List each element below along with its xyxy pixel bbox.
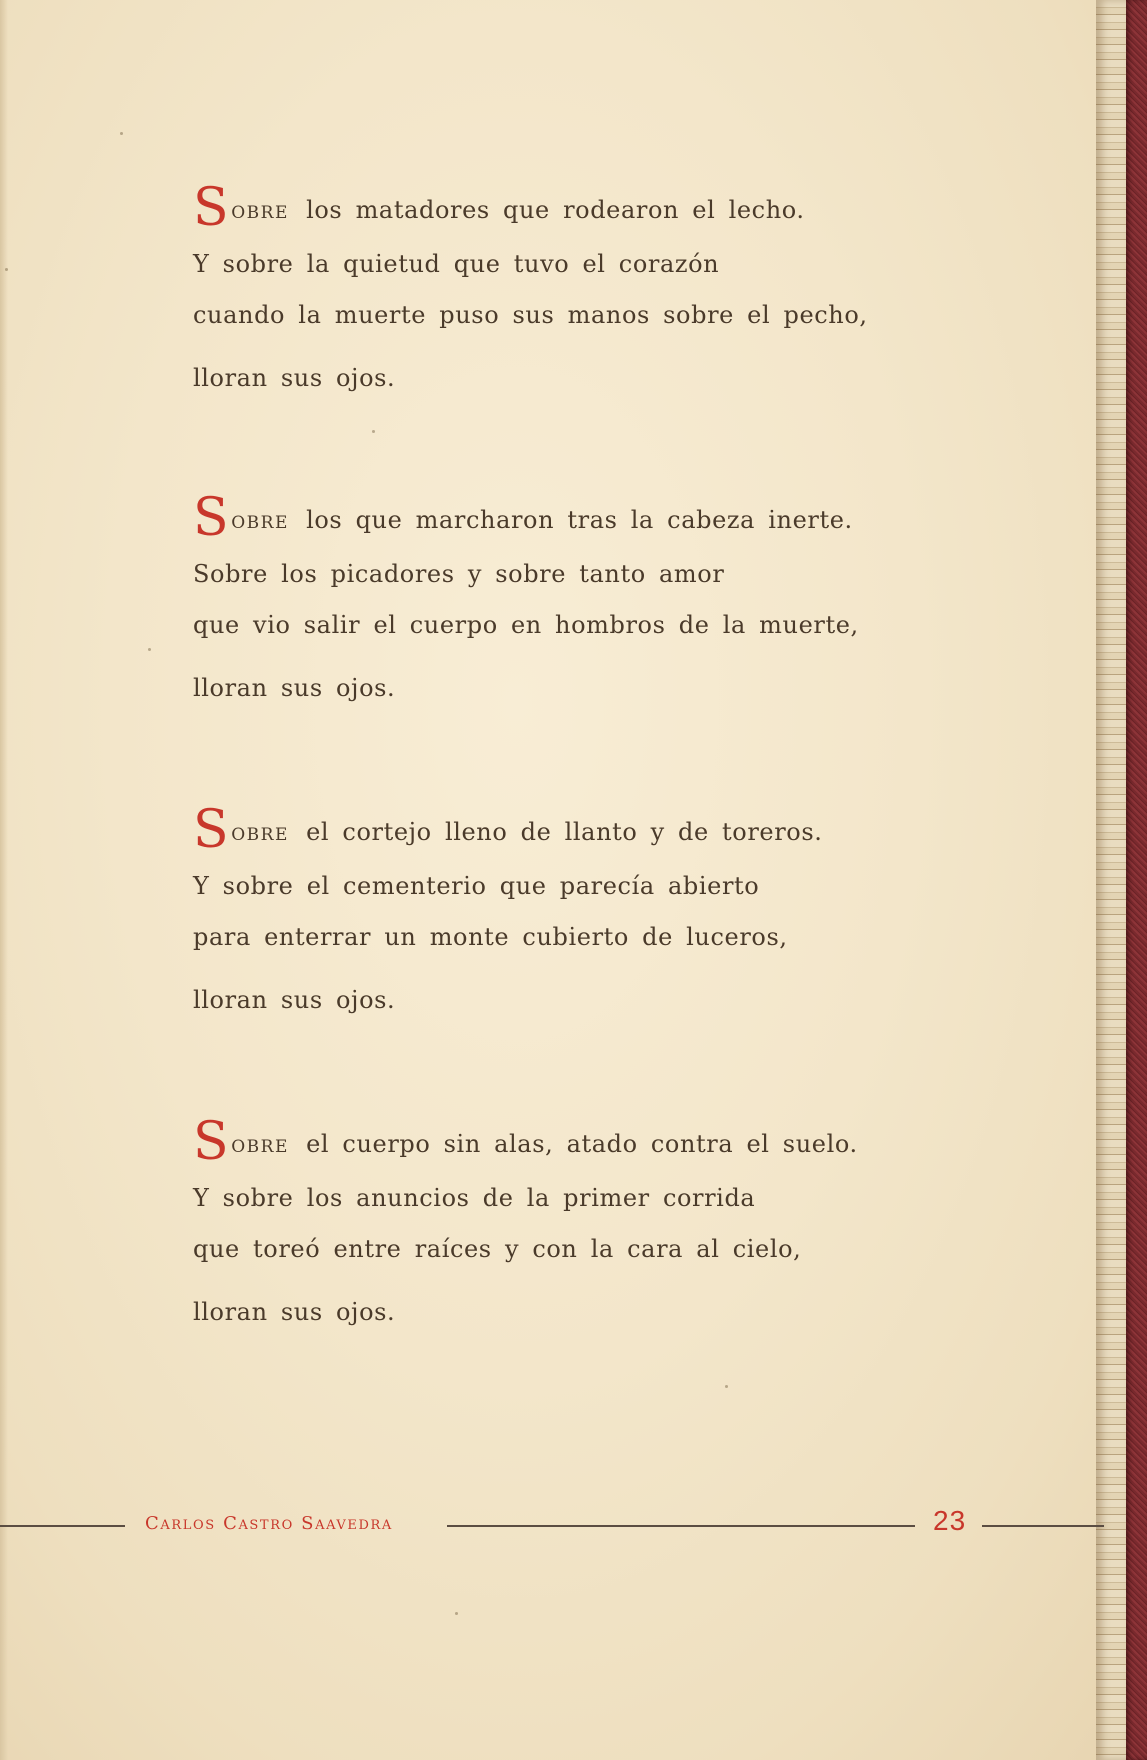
- page-block-edges: [1096, 0, 1126, 1760]
- first-line-text: el cuerpo sin alas, atado contra el suelo.: [306, 1130, 858, 1158]
- small-caps-word: OBRE: [231, 825, 289, 845]
- stanza: [193, 1112, 858, 1338]
- refrain-line: lloran sus ojos.: [193, 674, 396, 702]
- small-caps-word: OBRE: [231, 203, 289, 223]
- verse-line: Y sobre la quietud que tuvo el corazón: [193, 250, 720, 278]
- refrain-line: lloran sus ojos.: [193, 1298, 396, 1326]
- drop-cap: S: [193, 800, 230, 860]
- footer-rule: [982, 1525, 1104, 1527]
- stanza-first-line: [193, 800, 823, 861]
- paper-speck: [455, 1612, 458, 1615]
- paper-speck: [148, 648, 151, 651]
- first-line-text: los que marcharon tras la cabeza inerte.: [306, 506, 853, 534]
- stanza: [193, 488, 859, 714]
- verse-line: que vio salir el cuerpo en hombros de la muerte,: [193, 611, 859, 639]
- paper-speck: [120, 132, 123, 135]
- drop-cap: S: [193, 1112, 230, 1172]
- footer-rule: [0, 1525, 125, 1527]
- paper-speck: [725, 1385, 728, 1388]
- footer-rule: [447, 1525, 915, 1527]
- verse-line: para enterrar un monte cubierto de luceros,: [193, 923, 788, 951]
- stanza-first-line: [193, 1112, 858, 1173]
- stanza-first-line: [193, 488, 859, 549]
- verse-line: Sobre los picadores y sobre tanto amor: [193, 560, 725, 588]
- first-line-text: los matadores que rodearon el lecho.: [306, 196, 805, 224]
- small-caps-word: OBRE: [231, 513, 289, 533]
- book-cloth-spine: [1126, 0, 1147, 1760]
- verse-line: cuando la muerte puso sus manos sobre el pecho,: [193, 301, 868, 329]
- drop-cap: S: [193, 488, 230, 548]
- stanza: [193, 178, 913, 404]
- page-number: 23: [933, 1505, 967, 1536]
- running-footer-author: Carlos Castro Saavedra: [145, 1513, 393, 1534]
- page-edge-shadow: [0, 0, 8, 1760]
- stanza-first-line: [193, 178, 913, 239]
- page-footer: [0, 1505, 1110, 1540]
- paper-speck: [372, 430, 375, 433]
- verse-line: Y sobre el cementerio que parecía abierto: [193, 872, 760, 900]
- stanza: [193, 800, 823, 1026]
- drop-cap: S: [193, 178, 230, 238]
- paper-speck: [5, 268, 8, 271]
- refrain-line: lloran sus ojos.: [193, 364, 396, 392]
- first-line-text: el cortejo lleno de llanto y de toreros.: [306, 818, 823, 846]
- poem-body: [193, 178, 913, 1326]
- verse-line: que toreó entre raíces y con la cara al cielo,: [193, 1235, 802, 1263]
- small-caps-word: OBRE: [231, 1137, 289, 1157]
- verse-line: Y sobre los anuncios de la primer corrida: [193, 1184, 756, 1212]
- refrain-line: lloran sus ojos.: [193, 986, 396, 1014]
